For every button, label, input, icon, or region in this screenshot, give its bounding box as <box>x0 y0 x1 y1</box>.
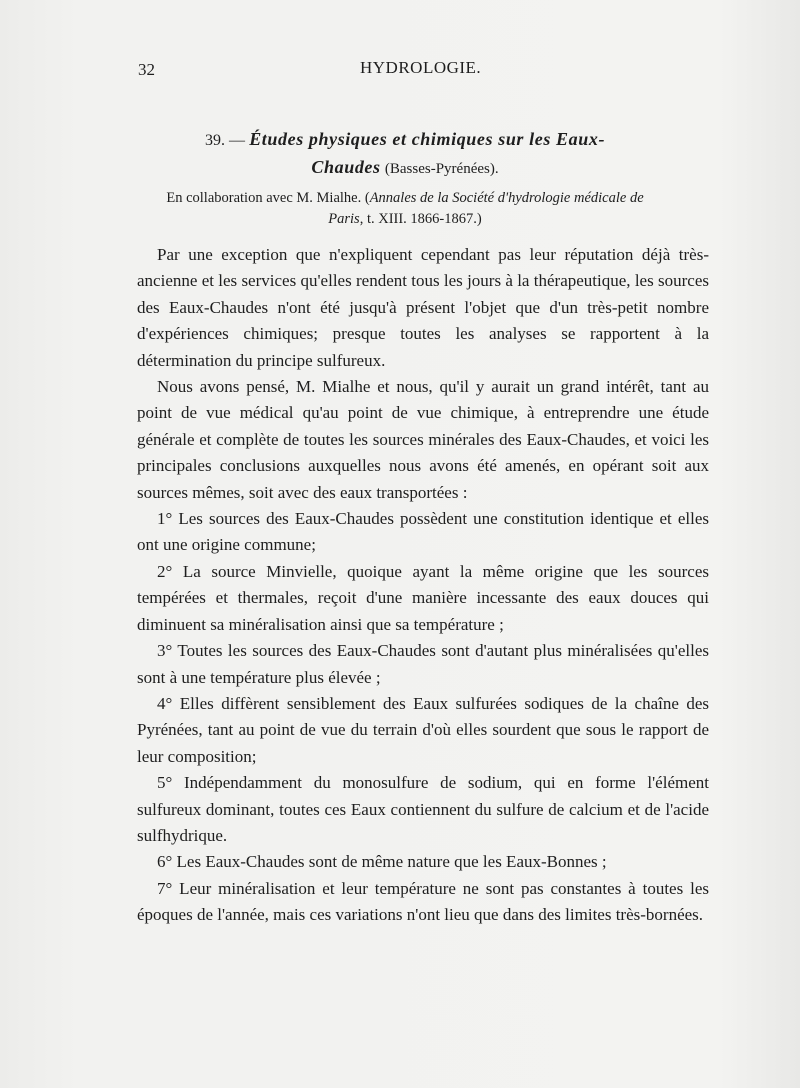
list-item-4: 4° Elles diffèrent sensiblement des Eaux sulfurées sodiques de la chaîne des Pyrénées, tant au point de vue du terrain d'où elles sourdent que sous le rapport de leur composition; <box>137 693 709 766</box>
collaboration-note <box>150 188 660 230</box>
page-number: 32 <box>138 60 155 79</box>
running-head <box>0 58 800 82</box>
list-item-2: 2° La source Minvielle, quoique ayant la même origine que les sources tempérées et thermales, reçoit d'une manière incessante des eaux douces qui diminuent sa minéralisation ainsi que sa température ; <box>137 561 709 634</box>
section-title-line1: Études physiques et chimiques sur les Eaux- <box>249 129 606 149</box>
list-item-7: 7° Leur minéralisation et leur température ne sont pas constantes à toutes les époques de l'année, mais ces variations n'ont lieu que dans des limites très-bornées. <box>137 878 709 925</box>
section-title-line2: Chaudes <box>311 157 381 177</box>
body-text <box>137 242 709 929</box>
list-item-1: 1° Les sources des Eaux-Chaudes possèdent une constitution identique et elles ont une origine commune; <box>137 509 709 555</box>
list-item-5: 5° Indépendamment du monosulfure de sodium, qui en forme l'élément sulfureux dominant, toutes ces Eaux contiennent du sulfure de calcium et de l'acide sulfhydrique. <box>137 773 709 845</box>
list-item-6: 6° Les Eaux-Chaudes sont de même nature que les Eaux-Bonnes ; <box>157 852 607 872</box>
running-title: HYDROLOGIE. <box>360 58 482 77</box>
paragraph: Par une exception que n'expliquent cependant pas leur réputation déjà très-ancienne et les services qu'elles rendent tous les jours à la thérapeutique, les sources des Eaux-Chaudes n'ont été jusqu'à présent l'objet que d'un très-petit nombre d'expériences chimiques; presque toutes les analyses se rapportent à la détermination du principe sulfureux. <box>137 245 709 370</box>
list-item-3: 3° Toutes les sources des Eaux-Chaudes sont d'autant plus minéralisées qu'elles sont à une température plus élevée ; <box>137 641 709 687</box>
collaboration-suffix: , t. XIII. 1866-1867.) <box>359 211 482 227</box>
section-title-suffix: (Basses-Pyrénées). <box>384 161 499 177</box>
section-title <box>150 126 660 182</box>
collaboration-prefix: En collaboration avec M. Mialhe. ( <box>166 190 370 206</box>
paragraph: Nous avons pensé, M. Mialhe et nous, qu'il y aurait un grand intérêt, tant au point de vue médical qu'au point de vue chimique, à entreprendre une étude générale et complète de toutes les sources minérales des Eaux-Chaudes, et voici les principales conclusions auxquelles nous avons été amenés, en opérant soit aux sources mêmes, soit avec des eaux transportées : <box>137 377 709 502</box>
journal-title: Annales de la Société d'hydrologie médicale de Paris <box>328 190 644 227</box>
section-number: 39. — <box>204 132 245 149</box>
